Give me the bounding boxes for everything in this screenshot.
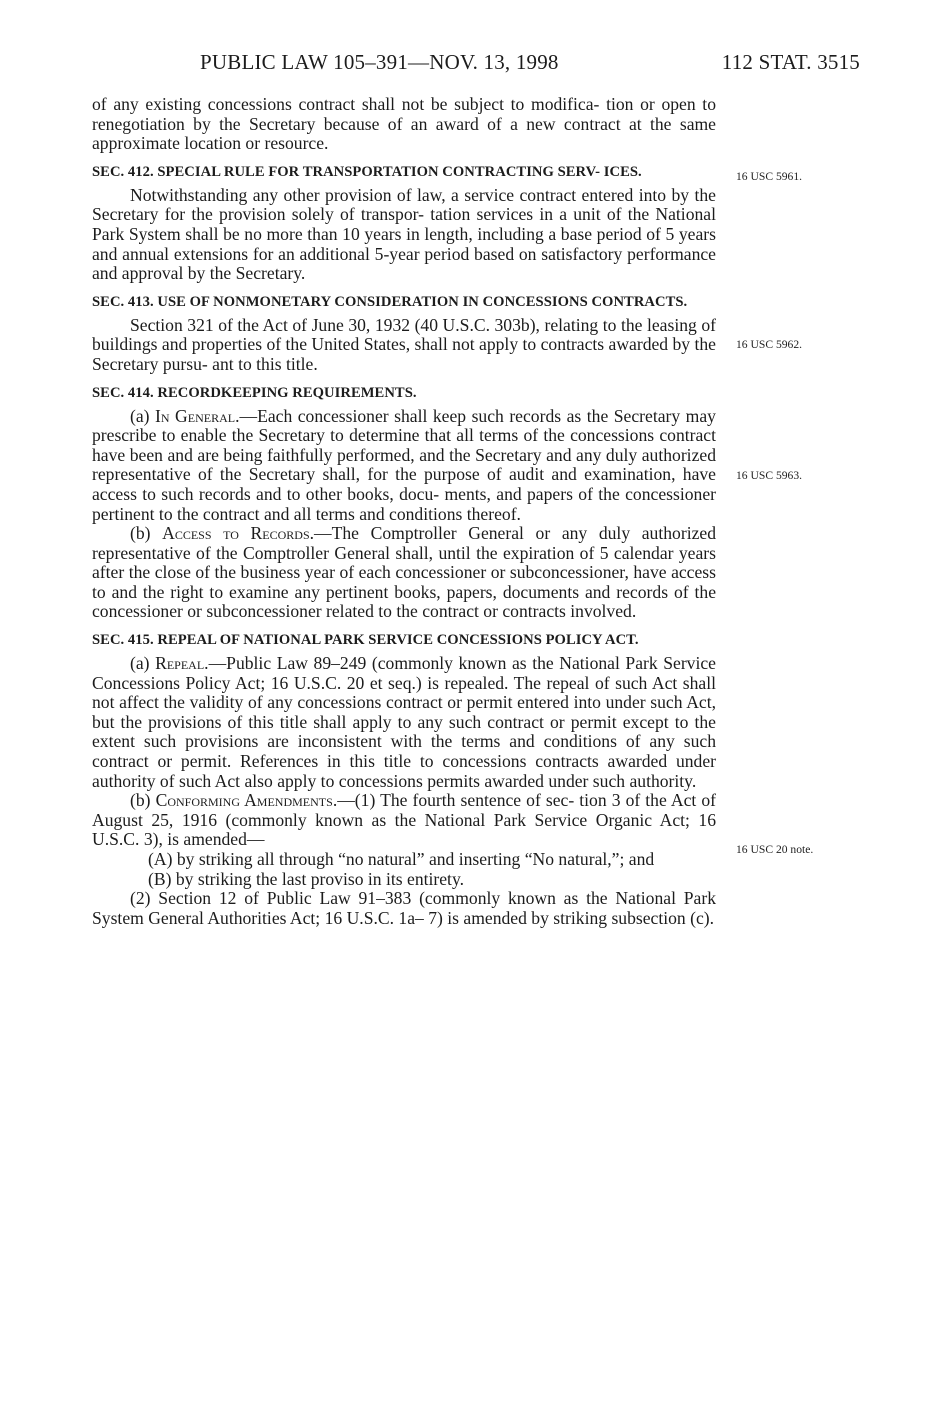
subsection-caption: Access to Records xyxy=(162,523,310,544)
section-415-paragraph-2: (2) Section 12 of Public Law 91–383 (commonly known as the National Park System General Authorities Act; 16 U.S.C. 1a– 7) is amended by striking subsection (c). xyxy=(92,888,716,928)
subsection-label: (a) xyxy=(130,653,156,674)
section-413-paragraph: Section 321 of the Act of June 30, 1932 (40 U.S.C. 303b), relating to the leasing of buildings and properties of the United States, shall not apply to contracts awarded by the Secretary pursu- ant to this title. xyxy=(92,314,716,374)
section-414-subsection-a xyxy=(92,407,716,525)
subsection-caption: Repeal xyxy=(155,653,205,674)
margin-note-sec415: 16 USC 20 note. xyxy=(736,843,814,856)
section-413-heading: SEC. 413. USE OF NONMONETARY CONSIDERATION IN CONCESSIONS CONTRACTS. xyxy=(92,293,688,310)
subsection-text: .—Public Law 89–249 (commonly known as the National Park Service Concessions Policy Act; 16 U.S.C. 20 et seq.) is repealed. The repeal of such Act shall not affect the validity of any concessions contract or permit entered into under such Act, but the provisions of this title shall apply to any such contract or permit except to the extent such provisions are inconsistent with the terms and conditions of any such contract or permit. References in this title to concessions contracts awarded under authority of such Act also apply to concessions permits awarded under such authority. xyxy=(92,653,716,791)
margin-note-sec413: 16 USC 5962. xyxy=(736,338,803,351)
subsection-text: .—Each concessioner shall keep such records as the Secretary may prescribe to enable the Secretary to determine that all terms of the concessions contract have been and are being faithfully performed, and the Secretary and any duly authorized representative of the Secretary shall, for the purpose of audit and examination, have access to such records and to other books, docu- ments, and papers of the concessioner pertinent to the contract and all terms and conditions thereof. xyxy=(92,405,716,524)
section-412-heading: SEC. 412. SPECIAL RULE FOR TRANSPORTATION CONTRACTING SERV- ICES. xyxy=(92,163,642,180)
subsection-text: .—The Comptroller General or any duly authorized representative of the Comptroller General shall, until the expiration of 5 calendar years after the close of the business year of each concessioner or subconcessioner, have access to and the right to examine any pertinent books, papers, documents and records of the concessioner or subconcessioner related to the contract or contracts involved. xyxy=(92,523,716,622)
section-412-paragraph: Notwithstanding any other provision of law, a service contract entered into by the Secretary for the provision solely of transpor- tation services in a unit of the National Park System shall be no more than 10 years in length, including a base period of 5 years and annual extensions for an additional 5-year period based on satisfactory performance and approval by the Secretary. xyxy=(92,184,716,284)
section-415-clause-A: (A) by striking all through “no natural” and inserting “No natural,”; and xyxy=(148,849,655,869)
margin-note-sec412: 16 USC 5961. xyxy=(736,170,803,183)
subsection-label: (a) xyxy=(130,405,156,426)
header-statute-page: 112 STAT. 3515 xyxy=(721,50,860,74)
section-414-heading: SEC. 414. RECORDKEEPING REQUIREMENTS. xyxy=(92,384,417,401)
section-414-subsection-b xyxy=(92,524,716,622)
running-header xyxy=(92,50,860,82)
header-public-law: PUBLIC LAW 105–391—NOV. 13, 1998 xyxy=(200,50,559,74)
section-415-heading: SEC. 415. REPEAL OF NATIONAL PARK SERVICE CONCESSIONS POLICY ACT. xyxy=(92,632,639,649)
margin-note-sec414: 16 USC 5963. xyxy=(736,469,803,482)
subsection-label: (b) xyxy=(130,790,156,811)
subsection-label: (b) xyxy=(130,523,163,544)
intro-paragraph: of any existing concessions contract shall not be subject to modifica- tion or open to renegotiation by the Secretary because of an award of a new contract at the same approximate location or resource. xyxy=(92,94,716,154)
body-text xyxy=(92,95,716,928)
section-415-subsection-a xyxy=(92,654,716,791)
section-415-subsection-b xyxy=(92,791,716,850)
subsection-caption: In General xyxy=(155,405,236,426)
subsection-text: .—(1) The fourth sentence of sec- tion 3 of the Act of August 25, 1916 (commonly known as the National Park Service Organic Act; 16 U.S.C. 3), is amended— xyxy=(92,790,717,850)
subsection-caption: Conforming Amendments xyxy=(155,790,333,811)
section-415-clause-B: (B) by striking the last proviso in its entirety. xyxy=(148,868,464,889)
